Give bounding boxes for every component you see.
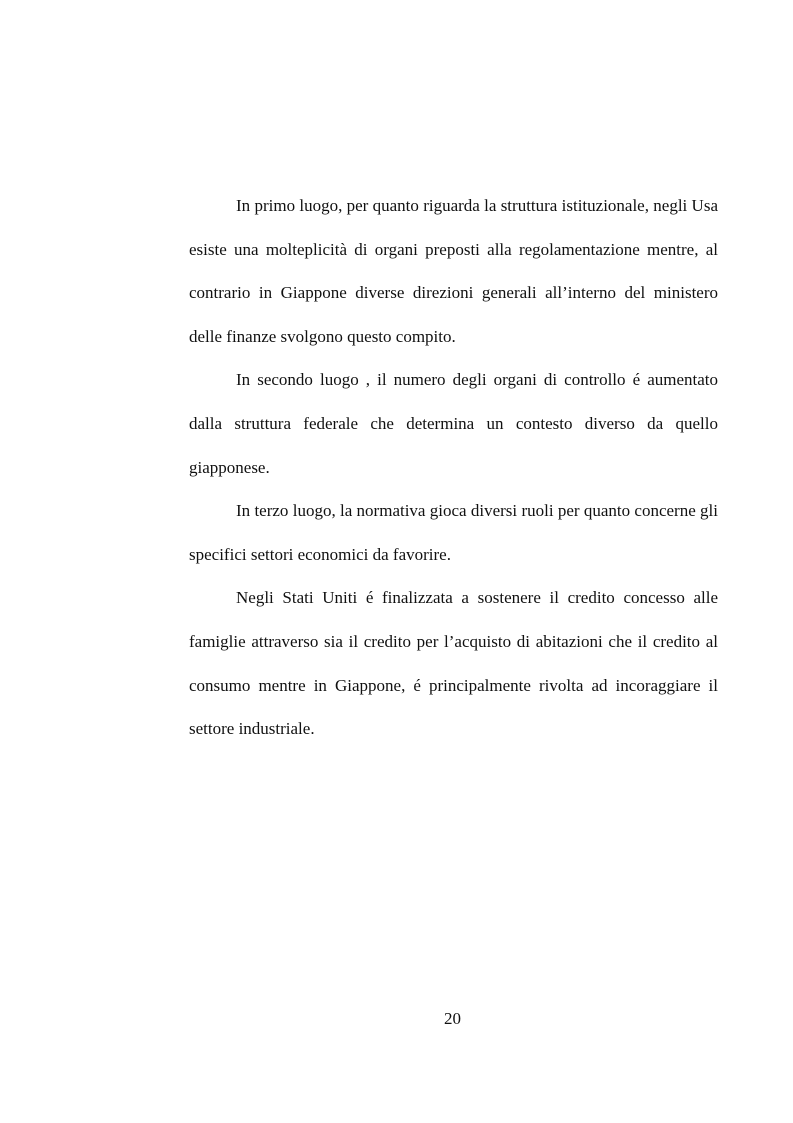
paragraph-2: In secondo luogo , il numero degli organi di controllo é aumentato dalla struttura federale che determina un contesto diverso da quello giapponese. bbox=[189, 370, 718, 477]
paragraph-3: In terzo luogo, la normativa gioca diversi ruoli per quanto concerne gli specifici settori economici da favorire. bbox=[189, 501, 718, 564]
body-text bbox=[189, 184, 718, 751]
paragraph-1: In primo luogo, per quanto riguarda la struttura istituzionale, negli Usa esiste una molteplicità di organi preposti alla regolamentazione mentre, al contrario in Giappone diverse direzioni generali all’interno del ministero delle finanze svolgono questo compito. bbox=[189, 196, 718, 346]
page-number: 20 bbox=[444, 1009, 461, 1028]
paragraph-4: Negli Stati Uniti é finalizzata a sostenere il credito concesso alle famiglie attraverso sia il credito per l’acquisto di abitazioni che il credito al consumo mentre in Giappone, é principalmente rivolta ad incoraggiare il settore industriale. bbox=[189, 588, 718, 739]
